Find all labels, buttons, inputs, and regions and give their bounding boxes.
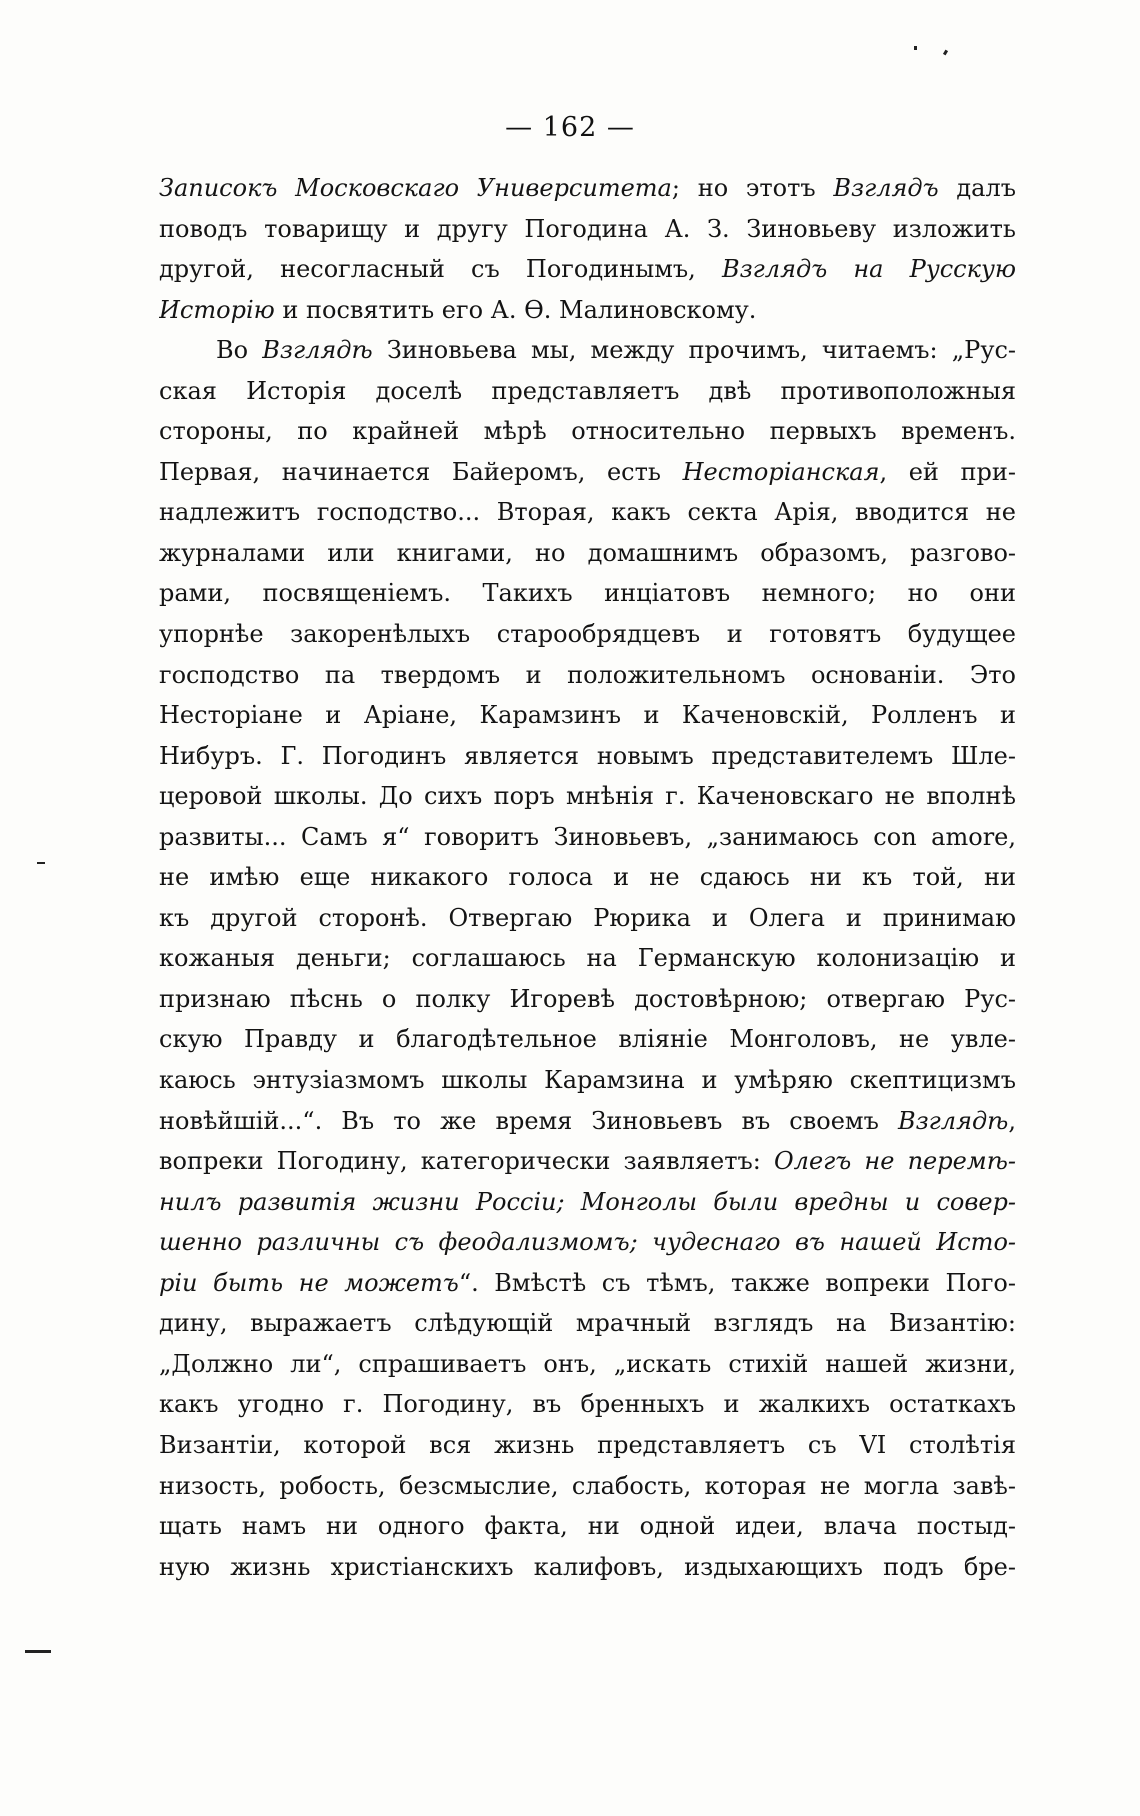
text-line (159, 1060, 1016, 1101)
text-line (159, 452, 1016, 493)
text-run: Зиновьева мы, между прочимъ, читаемъ: „Рус- (372, 336, 1016, 365)
italic-text: Взглядѣ (262, 336, 373, 365)
text-run: далъ (938, 174, 1016, 202)
text-run: надлежитъ господство... Вторая, какъ секта Арія, вводится не (159, 498, 1016, 527)
text-line (159, 1547, 1016, 1588)
text-line (159, 1425, 1016, 1466)
text-run: Несторіане и Аріане, Карамзинъ и Каченовскій, Ролленъ и (159, 701, 1016, 730)
text-line (159, 736, 1016, 777)
text-line (159, 573, 1016, 614)
text-line (159, 1019, 1016, 1060)
italic-text: Несторіанская (682, 457, 880, 486)
text-run: признаю пѣснь о полку Игоревѣ достовѣрною; отвергаю Рус- (159, 984, 1016, 1013)
text-line (159, 1141, 1016, 1182)
text-line (159, 168, 1016, 209)
italic-text: Взглядѣ (897, 1106, 1009, 1135)
text-run: низость, робость, безсмыслие, слабость, которая не могла завѣ- (159, 1471, 1016, 1500)
italic-text: Записокъ Московскаго Университета (159, 174, 672, 202)
margin-mark-left (37, 862, 45, 864)
text-line (159, 411, 1016, 452)
italic-text: Взглядъ на Русскую (721, 255, 1016, 284)
text-run: ; но этотъ (671, 174, 834, 202)
text-run: Первая, начинается Байеромъ, есть (159, 457, 683, 486)
text-run: церовой школы. До сихъ поръ мнѣнія г. Каченовскаго не вполнѣ (159, 782, 1016, 811)
text-line (159, 1384, 1016, 1425)
text-line (159, 1101, 1016, 1142)
text-run: скую Правду и благодѣтельное вліяніе Монголовъ, не увле- (159, 1025, 1016, 1054)
text-line (159, 776, 1016, 817)
italic-text: шенно различны съ феодализмомъ; чудеснаго въ нашей Исто- (159, 1228, 1016, 1257)
text-run: развиты... Самъ я“ говоритъ Зиновьевъ, „занимаюсь con amore, (159, 822, 1016, 851)
text-run: новѣйшій...“. Въ то же время Зиновьевъ въ своемъ (159, 1106, 898, 1135)
text-run: рами, посвященіемъ. Такихъ инціатовъ немного; но они (159, 579, 1016, 608)
italic-text: нилъ развитія жизни Россіи; Монголы были вредны и совер- (159, 1187, 1016, 1216)
text-run: вопреки Погодину, категорически заявляетъ: (159, 1147, 774, 1176)
text-run: поводъ товарищу и другу Погодина А. З. Зиновьеву изложить (159, 214, 1016, 243)
text-run: къ другой сторонѣ. Отвергаю Рюрика и Олега и принимаю (159, 903, 1016, 932)
text-run: не имѣю еще никакого голоса и не сдаюсь ни къ той, ни (159, 863, 1016, 892)
text-run: журналами или книгами, но домашнимъ образомъ, разгово- (159, 538, 1016, 567)
text-run: другой, несогласный съ Погодинымъ, (159, 255, 722, 284)
text-run: Во (216, 336, 263, 365)
italic-text: Исторію (159, 295, 275, 324)
text-line (159, 1263, 1016, 1304)
text-run: упорнѣе закоренѣлыхъ старообрядцевъ и готовятъ будущее (159, 620, 1016, 649)
margin-mark-bottom-left (25, 1650, 51, 1653)
text-line (159, 209, 1016, 250)
text-line (159, 1303, 1016, 1344)
text-line (159, 1466, 1016, 1507)
margin-mark-top (914, 46, 917, 50)
text-line (159, 857, 1016, 898)
text-line (159, 249, 1016, 290)
text-run: щать намъ ни одного факта, ни одной идеи, влача постыд- (159, 1512, 1016, 1541)
text-run: господство па твердомъ и положительномъ основаніи. Это (159, 660, 1016, 689)
italic-text: ріи быть не можетъ (159, 1268, 459, 1297)
text-run: , ей при- (879, 457, 1016, 486)
text-run: ская Исторія доселѣ представляетъ двѣ противоположныя (159, 376, 1016, 405)
text-line (159, 492, 1016, 533)
text-line (159, 614, 1016, 655)
text-line (159, 371, 1016, 412)
text-run: , (1008, 1106, 1016, 1135)
text-run: ную жизнь христіанскихъ калифовъ, издыхающихъ подъ бре- (159, 1552, 1016, 1581)
text-run: какъ угодно г. Погодину, въ бренныхъ и жалкихъ остаткахъ (159, 1390, 1016, 1419)
body-text (159, 168, 1016, 1587)
italic-text: Взглядъ (833, 174, 939, 202)
text-line (159, 290, 1016, 331)
text-run: Нибуръ. Г. Погодинъ является новымъ представителемъ Шле- (159, 741, 1016, 770)
text-run: “. Вмѣстѣ съ тѣмъ, также вопреки Пого- (458, 1268, 1016, 1297)
text-line (159, 695, 1016, 736)
page-number: — 162 — (505, 112, 635, 143)
text-run: дину, выражаетъ слѣдующій мрачный взглядъ на Византію: (159, 1309, 1016, 1338)
text-run: Византіи, которой вся жизнь представляетъ съ VI столѣтія (159, 1430, 1016, 1459)
text-line (159, 1344, 1016, 1385)
text-run: каюсь энтузіазмомъ школы Карамзина и умѣряю скептицизмъ (159, 1066, 1016, 1095)
text-line (159, 817, 1016, 858)
text-run: и посвятить его А. Ѳ. Малиновскому. (274, 295, 757, 324)
text-line (159, 1182, 1016, 1223)
text-line (159, 330, 1016, 371)
italic-text: Олегъ не перемѣ- (773, 1147, 1016, 1176)
text-run: стороны, по крайней мѣрѣ относительно первыхъ временъ. (159, 417, 1016, 446)
text-run: „Должно ли“, спрашиваетъ онъ, „искать стихій нашей жизни, (159, 1349, 1016, 1378)
text-line (159, 979, 1016, 1020)
text-line (159, 938, 1016, 979)
text-line (159, 1222, 1016, 1263)
text-line (159, 655, 1016, 696)
text-run: кожаныя деньги; соглашаюсь на Германскую колонизацію и (159, 944, 1016, 973)
text-line (159, 1506, 1016, 1547)
text-line (159, 533, 1016, 574)
text-line (159, 898, 1016, 939)
margin-mark-top-right (943, 50, 948, 56)
